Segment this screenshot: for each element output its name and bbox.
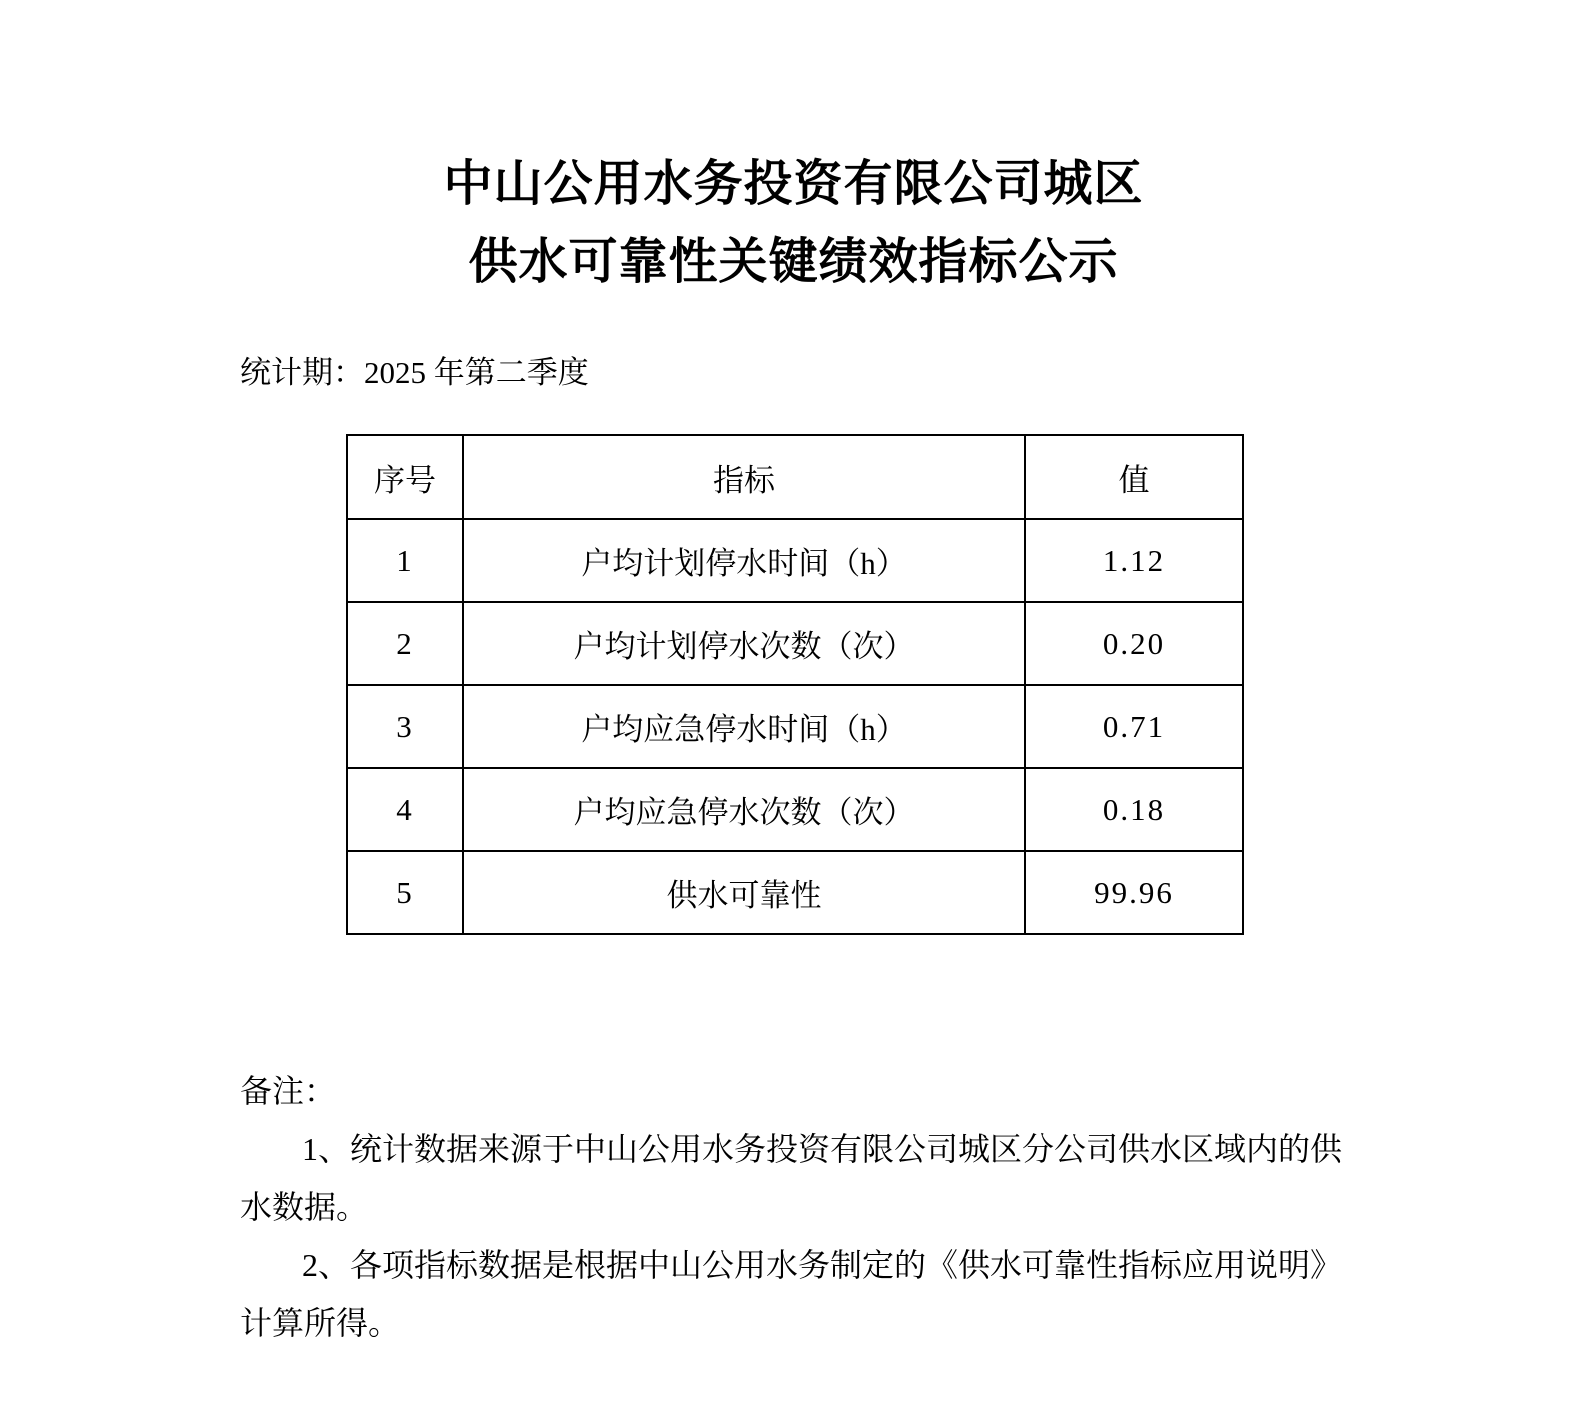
document-title-line2: 供水可靠性关键绩效指标公示 [468, 234, 1119, 289]
column-header-no: 序号 [347, 435, 463, 519]
indicator-cell: 供水可靠性 [463, 851, 1025, 934]
table-row [347, 768, 1243, 851]
kpi-table [346, 434, 1244, 935]
note-1-line-1: 1、统计数据来源于中山公用水务投资有限公司城区分公司供水区域内的供 [302, 1131, 1343, 1167]
value-cell: 1.12 [1025, 519, 1243, 602]
document-title [0, 145, 1587, 301]
note-1-line-2: 水数据。 [240, 1189, 369, 1225]
kpi-table-body [347, 519, 1243, 934]
indicator-cell: 户均计划停水次数（次） [463, 602, 1025, 685]
value-cell: 0.71 [1025, 685, 1243, 768]
value-cell: 0.20 [1025, 602, 1243, 685]
row-number-cell: 1 [347, 519, 463, 602]
value-cell: 0.18 [1025, 768, 1243, 851]
indicator-cell: 户均应急停水次数（次） [463, 768, 1025, 851]
notes-section [240, 1062, 1355, 1352]
indicator-cell: 户均应急停水时间（h） [463, 685, 1025, 768]
notes-label: 备注： [240, 1073, 337, 1109]
row-number-cell: 3 [347, 685, 463, 768]
row-number-cell: 4 [347, 768, 463, 851]
document-title-line1: 中山公用水务投资有限公司城区 [443, 156, 1144, 211]
note-2-line-1: 2、各项指标数据是根据中山公用水务制定的《供水可靠性指标应用说明》 [302, 1247, 1343, 1283]
row-number-cell: 2 [347, 602, 463, 685]
note-2-line-2: 计算所得。 [240, 1305, 401, 1341]
table-row [347, 685, 1243, 768]
table-row [347, 851, 1243, 934]
value-cell: 99.96 [1025, 851, 1243, 934]
row-number-cell: 5 [347, 851, 463, 934]
table-row [347, 519, 1243, 602]
column-header-indicator: 指标 [463, 435, 1025, 519]
header-row [347, 435, 1243, 519]
table-row [347, 602, 1243, 685]
kpi-table-header [347, 435, 1243, 519]
indicator-cell: 户均计划停水时间（h） [463, 519, 1025, 602]
statistics-period: 统计期：2025 年第二季度 [240, 355, 589, 390]
column-header-value: 值 [1025, 435, 1243, 519]
